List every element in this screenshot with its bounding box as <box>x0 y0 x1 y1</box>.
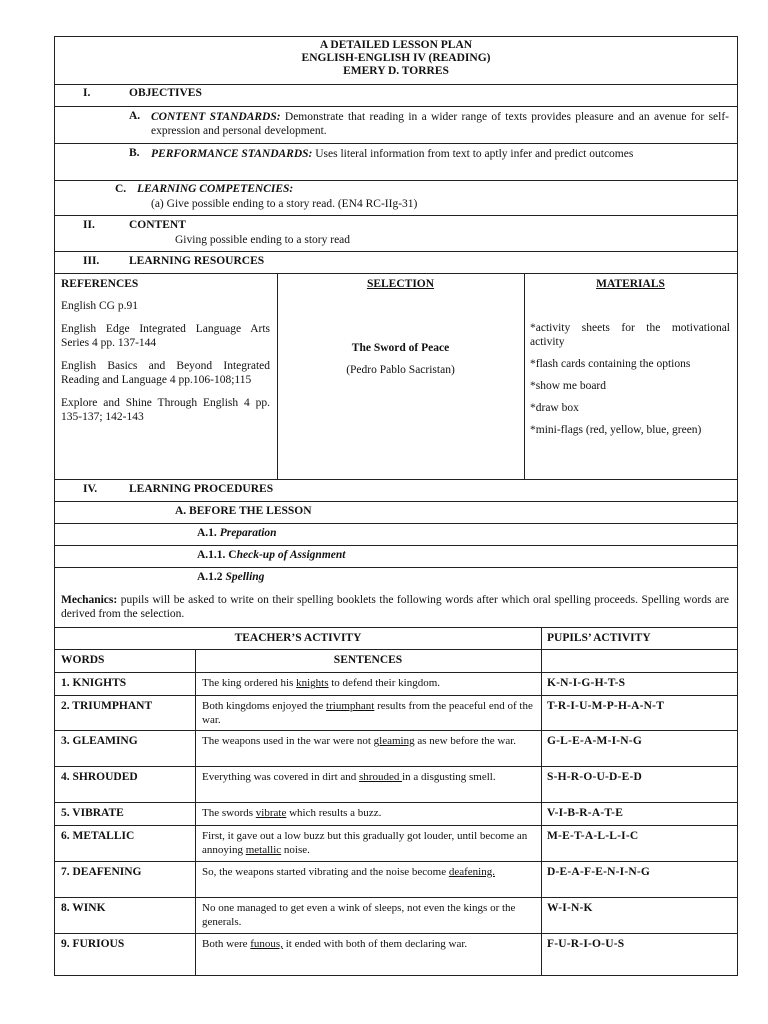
learning-competencies-label: LEARNING COMPETENCIES: <box>137 183 294 195</box>
spelling-word: 1. KNIGHTS <box>61 677 127 689</box>
teacher-activity-heading: TEACHER’S ACTIVITY <box>234 632 362 644</box>
content-standards-text: Demonstrate that reading in a wider range of texts provides pleasure and an avenue for self-expression and personal development. <box>151 111 729 137</box>
sentences-heading: SENTENCES <box>333 654 403 666</box>
spelling-answer: W-I-N-K <box>547 902 593 914</box>
material-item: *activity sheets for the motivational activity <box>530 322 730 348</box>
reference-item: Explore and Shine Through English 4 pp. 135-137; 142-143 <box>61 397 270 423</box>
content-standards-label: CONTENT STANDARDS: <box>151 111 281 123</box>
spelling-keyword: gleaming <box>373 735 415 747</box>
spelling-row <box>55 568 737 628</box>
doc-subject: ENGLISH-ENGLISH IV (READING) <box>301 52 491 64</box>
spelling-sentence: First, it gave out a low buzz but this gradually got louder, until become an annoying metallic noise. <box>202 830 528 856</box>
words-heading: WORDS <box>61 654 105 666</box>
materials-heading: MATERIALS <box>596 278 665 290</box>
reference-item: English Basics and Beyond Integrated Reading and Language 4 pp.106-108;115 <box>61 360 270 386</box>
procedures-heading-row <box>55 480 737 502</box>
spelling-keyword: vibrate <box>255 807 287 819</box>
selection-author: (Pedro Pablo Sacristan) <box>346 364 455 376</box>
before-lesson-row <box>55 502 737 524</box>
doc-author: EMERY D. TORRES <box>343 65 449 77</box>
performance-standards-label: PERFORMANCE STANDARDS: <box>151 148 313 160</box>
spelling-answer: V-I-B-R-A-T-E <box>547 807 624 819</box>
procedures-label: LEARNING PROCEDURES <box>129 483 274 495</box>
checkup-num: A.1.1. C <box>197 549 237 561</box>
doc-title: A DETAILED LESSON PLAN <box>319 39 473 51</box>
content-standards-row <box>55 107 737 144</box>
spelling-keyword: knights <box>296 677 329 689</box>
spelling-keyword: funous, <box>250 938 283 950</box>
spelling-answer: S-H-R-O-U-D-E-D <box>547 771 642 783</box>
spelling-sentence: The swords vibrate which results a buzz. <box>202 807 382 819</box>
spelling-word: 2. TRIUMPHANT <box>61 700 153 712</box>
performance-standards-letter: B. <box>129 147 140 159</box>
spelling-sentence: So, the weapons started vibrating and the noise become deafening. <box>202 866 495 878</box>
checkup-label: heck-up of Assignment <box>236 549 346 561</box>
spelling-sentence: Everything was covered in dirt and shrouded in a disgusting smell. <box>202 771 496 783</box>
spelling-answer: T-R-I-U-M-P-H-A-N-T <box>547 700 665 712</box>
spelling-sentence: The weapons used in the war were not gleaming as new before the war. <box>202 735 517 747</box>
spelling-sentence: The king ordered his knights to defend their kingdom. <box>202 677 441 689</box>
spelling-keyword: deafening. <box>448 866 495 878</box>
resources-num: III. <box>83 255 100 267</box>
procedures-num: IV. <box>83 483 98 495</box>
spelling-label: Spelling <box>225 571 265 583</box>
lesson-plan-page <box>54 36 738 976</box>
spelling-answer: M-E-T-A-L-L-I-C <box>547 830 639 842</box>
objectives-heading-row <box>55 85 737 107</box>
learning-competencies-row <box>55 181 737 216</box>
objectives-label: OBJECTIVES <box>129 87 202 99</box>
reference-item: English Edge Integrated Language Arts Series 4 pp. 137-144 <box>61 323 270 349</box>
mechanics-label: Mechanics: <box>61 594 118 606</box>
spelling-sentence: Both kingdoms enjoyed the triumphant results from the peaceful end of the war. <box>202 700 533 726</box>
references-list <box>61 299 270 433</box>
spelling-sentence: Both were funous, it ended with both of them declaring war. <box>202 938 468 950</box>
checkup-row <box>55 546 737 568</box>
resources-heading-row <box>55 252 737 274</box>
spelling-keyword: triumphant <box>326 700 375 712</box>
spelling-word: 6. METALLIC <box>61 830 135 842</box>
spelling-answer: D-E-A-F-E-N-I-N-G <box>547 866 651 878</box>
material-item: *mini-flags (red, yellow, blue, green) <box>530 424 702 436</box>
spelling-answer: F-U-R-I-O-U-S <box>547 938 625 950</box>
spelling-answer: G-L-E-A-M-I-N-G <box>547 735 642 747</box>
preparation-row <box>55 524 737 546</box>
reference-item: English CG p.91 <box>61 300 138 312</box>
content-num: II. <box>83 219 95 231</box>
content-row <box>55 216 737 252</box>
learning-competencies-letter: C. <box>115 183 127 195</box>
preparation-num: A.1. <box>197 527 217 539</box>
spelling-word: 4. SHROUDED <box>61 771 138 783</box>
header-block <box>55 37 737 85</box>
material-item: *flash cards containing the options <box>530 358 691 370</box>
material-item: *draw box <box>530 402 579 414</box>
spelling-word: 9. FURIOUS <box>61 938 125 950</box>
performance-standards-row <box>55 144 737 181</box>
pupils-activity-heading: PUPILS’ ACTIVITY <box>547 632 651 644</box>
content-standards-letter: A. <box>129 110 141 122</box>
learning-competencies-text: (a) Give possible ending to a story read. (EN4 RC-IIg-31) <box>151 198 418 210</box>
spelling-table <box>55 628 737 975</box>
spelling-word: 7. DEAFENING <box>61 866 142 878</box>
objectives-num: I. <box>83 87 91 99</box>
spelling-word: 8. WINK <box>61 902 106 914</box>
spelling-keyword: metallic <box>245 844 282 856</box>
resources-table <box>55 274 737 480</box>
resources-label: LEARNING RESOURCES <box>129 255 265 267</box>
spelling-word: 5. VIBRATE <box>61 807 124 819</box>
selection-heading: SELECTION <box>366 278 435 290</box>
references-heading: REFERENCES <box>61 278 139 290</box>
material-item: *show me board <box>530 380 607 392</box>
spelling-sentence: No one managed to get even a wink of sleeps, not even the kings or the generals. <box>202 902 516 928</box>
performance-standards-text: Uses literal information from text to aptly infer and predict outcomes <box>315 148 634 160</box>
content-label: CONTENT <box>129 219 186 231</box>
preparation-label: Preparation <box>219 527 277 539</box>
spelling-num: A.1.2 <box>197 571 223 583</box>
before-lesson-label: A. BEFORE THE LESSON <box>175 505 312 517</box>
spelling-keyword: shrouded <box>359 771 403 783</box>
spelling-answer: K-N-I-G-H-T-S <box>547 677 626 689</box>
content-text: Giving possible ending to a story read <box>175 234 351 246</box>
materials-list <box>530 321 730 446</box>
spelling-word: 3. GLEAMING <box>61 735 138 747</box>
selection-title: The Sword of Peace <box>351 342 450 354</box>
mechanics-text: pupils will be asked to write on their spelling booklets the following words after which oral spelling proceeds. Spelling words are derived from the selection. <box>61 594 729 620</box>
